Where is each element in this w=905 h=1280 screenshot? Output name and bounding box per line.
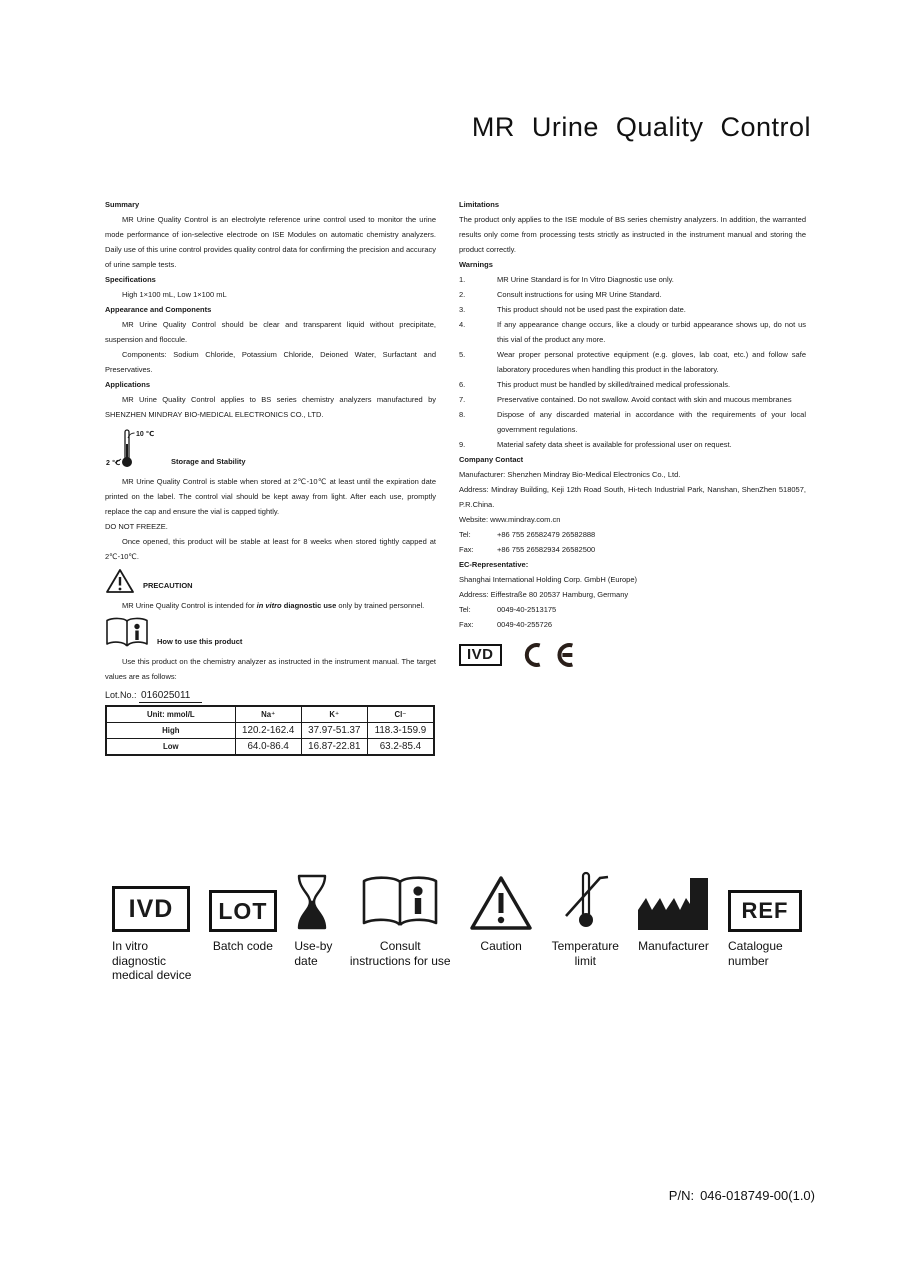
applications-heading: Applications	[105, 380, 151, 389]
warnings-heading: Warnings	[459, 260, 493, 269]
ec-representative-heading: EC-Representative:	[459, 560, 529, 569]
applications-text: MR Urine Quality Control applies to BS series chemistry analyzers manufactured by SHENZHEN MINDRAY BIO-MEDICAL ELECTRONICS CO., LTD.	[105, 395, 436, 419]
lot-value: 016025011	[139, 690, 202, 703]
summary-text: MR Urine Quality Control is an electrolyte reference urine control used to monitor the urine mode performance of ion-selective electrode on ISE Modules on automatic chemistry analyzers. Daily use of this urine control provides quality control data for confirming the precision and accuracy of urine sample tests.	[105, 215, 436, 269]
consult-instructions-icon	[360, 874, 440, 932]
right-column	[459, 197, 806, 669]
ivd-mark: IVD	[459, 644, 502, 666]
company-contact-heading: Company Contact	[459, 455, 524, 464]
symbols-row	[112, 866, 802, 983]
table-header-k: K⁺	[301, 706, 367, 723]
low-cl-value: 63.2-85.4	[367, 739, 434, 756]
high-k-value: 37.97-51.37	[301, 723, 367, 739]
website-line: Website: www.mindray.com.cn	[459, 515, 561, 524]
ec-address-line: Address: Eiffestraße 80 20537 Hamburg, Germany	[459, 590, 629, 599]
symbol-consult-instructions	[350, 866, 451, 968]
fax-line: Fax: +86 755 26582934 26582500	[459, 542, 806, 557]
warning-item: 4. If any appearance change occurs, like a cloudy or turbid appearance shows up, do not us this vial of the product any more.	[459, 320, 806, 344]
storage-temperature-icon	[105, 425, 163, 471]
table-header-cl: Cl⁻	[367, 706, 434, 723]
hourglass-icon	[294, 872, 330, 932]
specifications-text: High 1×100 mL, Low 1×100 mL	[122, 290, 227, 299]
part-number-label: P/N:	[668, 1188, 695, 1203]
svg-text:10 ℃: 10 ℃	[136, 431, 155, 438]
storage-text: MR Urine Quality Control is stable when stored at 2℃-10℃ at least until the expiration date printed on the label. The control vial should be kept away from light. After each use, promptly replace the cap and ensure the vial is capped tightly.	[105, 477, 436, 516]
specifications-heading: Specifications	[105, 275, 156, 284]
lot-label: Lot.No.:	[105, 690, 137, 700]
howto-heading-row	[105, 616, 436, 651]
precaution-text: MR Urine Quality Control is intended for in vitro diagnostic use only by trained personnel.	[122, 601, 425, 610]
symbol-batch-code	[209, 866, 277, 954]
tel-value: +86 755 26582479 26582888	[497, 530, 596, 539]
table-row	[106, 723, 434, 739]
ec-tel-value: 0049-40-2513175	[497, 605, 557, 614]
high-na-value: 120.2-162.4	[235, 723, 301, 739]
precaution-heading-row	[105, 567, 436, 595]
warning-item: 1. MR Urine Standard is for In Vitro Diagnostic use only.	[459, 275, 674, 284]
freeze-text: DO NOT FREEZE.	[105, 522, 168, 531]
caution-icon	[468, 874, 534, 932]
symbol-in-vitro-diagnostic	[112, 866, 191, 983]
symbol-label: In vitro diagnostic medical device	[112, 939, 192, 982]
symbol-catalogue-number	[728, 866, 802, 968]
warning-item: 5. Wear proper personal protective equipment (e.g. gloves, lab coat, etc.) and follow safe laboratory procedures when handling this product in the laboratory.	[459, 350, 806, 374]
limitations-heading: Limitations	[459, 200, 500, 209]
certification-marks	[459, 641, 806, 669]
ec-fax-value: 0049-40-255726	[497, 620, 553, 629]
summary-heading: Summary	[105, 200, 140, 209]
symbol-temperature-limit	[552, 866, 619, 968]
ivd-box-icon: IVD	[112, 886, 190, 932]
ec-name-line: Shanghai International Holding Corp. GmbH (Europe)	[459, 575, 638, 584]
symbol-label: Manufacturer	[638, 939, 709, 953]
address-line: Address: Mindray Building, Keji 12th Road South, Hi-tech Industrial Park, Nanshan, ShenZhen 518057, P.R.China.	[459, 485, 806, 509]
warning-item: 6. This product must be handled by skilled/trained medical professionals.	[459, 380, 731, 389]
ce-mark-icon	[518, 641, 576, 669]
table-header-na: Na⁺	[235, 706, 301, 723]
warning-item: 2. Consult instructions for using MR Urine Standard.	[459, 290, 662, 299]
lot-number-line	[105, 688, 436, 703]
storage-heading: Storage and Stability	[171, 457, 246, 466]
lot-box-icon: LOT	[209, 890, 277, 932]
symbol-caution	[468, 866, 534, 954]
part-number-line	[669, 1188, 815, 1203]
symbol-label: Batch code	[212, 939, 273, 953]
components-text: Components: Sodium Chloride, Potassium Chloride, Deioned Water, Surfactant and Preservatives.	[105, 350, 436, 374]
table-row	[106, 739, 434, 756]
high-cl-value: 118.3-159.9	[367, 723, 434, 739]
appearance-heading: Appearance and Components	[105, 305, 212, 314]
page-title: MR Urine Quality Control	[471, 112, 811, 142]
temperature-limit-icon	[560, 868, 610, 932]
ref-box-icon: REF	[728, 890, 802, 932]
target-values-table	[105, 705, 435, 756]
symbol-label: Catalogue number	[727, 939, 783, 968]
manufacturer-line: Manufacturer: Shenzhen Mindray Bio-Medical Electronics Co., Ltd.	[459, 470, 681, 479]
manufacturer-icon	[636, 876, 710, 932]
warning-item: 3. This product should not be used past the expiration date.	[459, 305, 686, 314]
fax-value: +86 755 26582934 26582500	[497, 545, 596, 554]
symbol-label: Consult instructions for use	[349, 939, 451, 968]
consult-instructions-small-icon	[105, 616, 149, 651]
appearance-text: MR Urine Quality Control should be clear and transparent liquid without precipitate, suspension and floccule.	[105, 320, 436, 344]
row-label-low: Low	[106, 739, 235, 756]
ec-fax-line: Fax: 0049-40-255726	[459, 617, 806, 632]
table-header-unit: Unit: mmol/L	[106, 706, 235, 723]
low-na-value: 64.0-86.4	[235, 739, 301, 756]
opened-text: Once opened, this product will be stable at least for 8 weeks when stored tightly capped at 2℃-10℃.	[105, 537, 436, 561]
low-k-value: 16.87-22.81	[301, 739, 367, 756]
symbol-label: Use-by date	[294, 939, 333, 968]
howto-heading: How to use this product	[157, 637, 243, 646]
warning-item: 9. Material safety data sheet is available for professional user on request.	[459, 440, 732, 449]
precaution-heading: PRECAUTION	[143, 581, 193, 590]
caution-small-icon	[105, 567, 135, 595]
symbol-use-by-date	[294, 866, 332, 968]
part-number-value: 046-018749-00(1.0)	[700, 1188, 815, 1203]
row-label-high: High	[106, 723, 235, 739]
left-column	[105, 197, 436, 756]
ec-tel-line: Tel: 0049-40-2513175	[459, 602, 806, 617]
symbol-label: Caution	[480, 939, 522, 953]
warning-item: 8. Dispose of any discarded material in accordance with the requirements of your local government regulations.	[459, 410, 806, 434]
storage-heading-row	[105, 425, 436, 471]
table-header-row	[106, 706, 434, 723]
howto-text: Use this product on the chemistry analyzer as instructed in the instrument manual. The target values are as follows:	[105, 657, 436, 681]
tel-line: Tel: +86 755 26582479 26582888	[459, 527, 806, 542]
symbol-manufacturer	[636, 866, 710, 954]
svg-text:2 ℃: 2 ℃	[106, 460, 121, 467]
symbol-label: Temperature limit	[551, 939, 619, 968]
limitations-text: The product only applies to the ISE module of BS series chemistry analyzers. In addition, the warranted results only come from processing tests strictly as instructed in the instrument manual and storing the product correctly.	[459, 215, 806, 254]
warning-item: 7. Preservative contained. Do not swallow. Avoid contact with skin and mucous membranes	[459, 395, 792, 404]
